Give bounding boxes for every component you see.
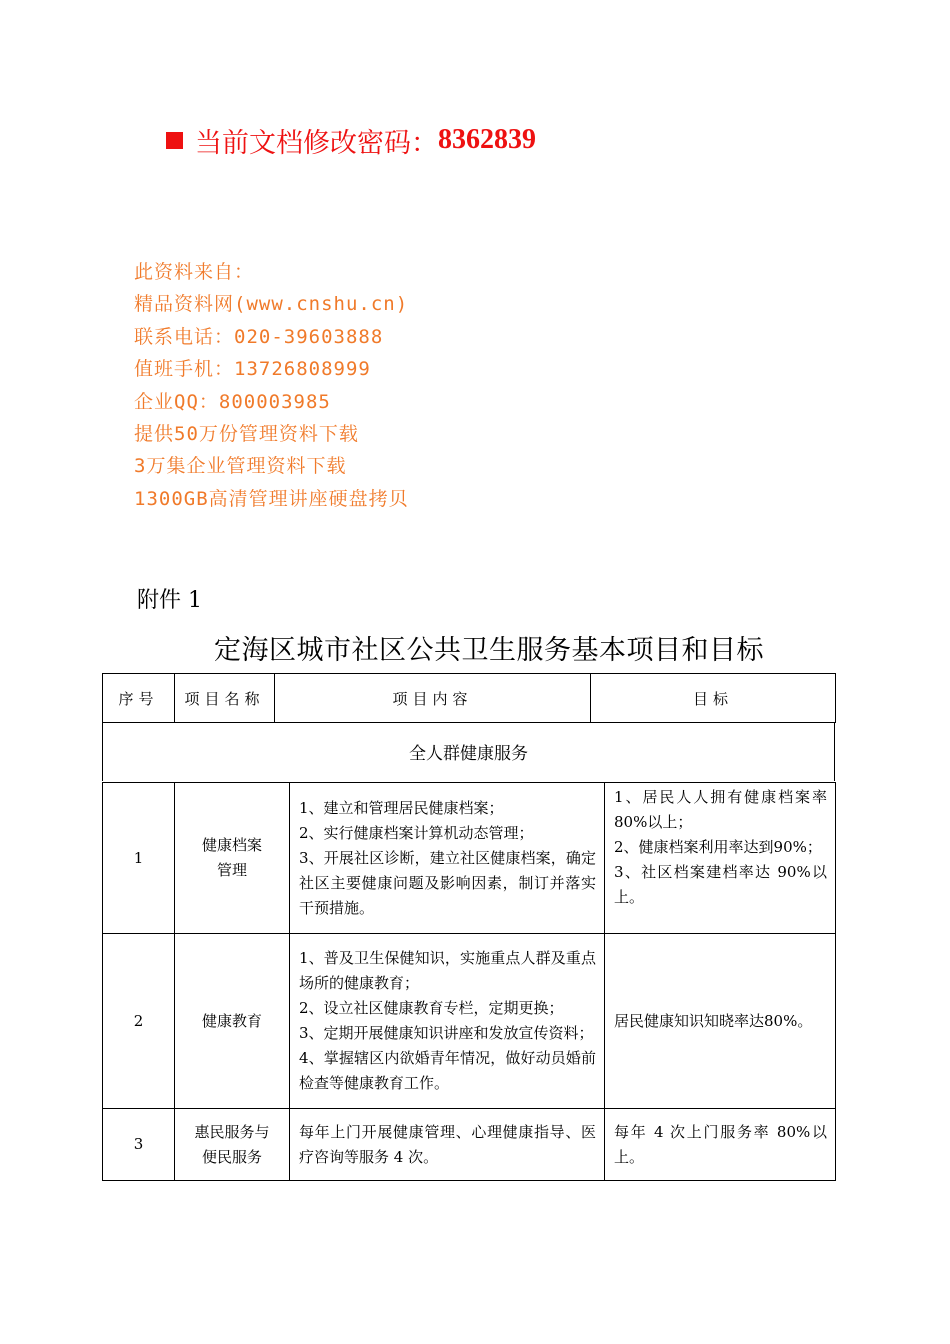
source-line: 值班手机：13726808999 — [134, 358, 371, 381]
row-name-line: 惠民服务与 — [194, 1122, 270, 1141]
table-row — [103, 934, 836, 1109]
service-table — [102, 782, 836, 1181]
table-row — [103, 1109, 836, 1181]
content-item: 1、建立和管理居民健康档案； — [299, 798, 504, 817]
row-name-line: 便民服务 — [201, 1147, 262, 1166]
content-item: 3、定期开展健康知识讲座和发放宣传资料； — [299, 1024, 594, 1042]
table-row — [103, 783, 836, 934]
target-item: 每年 4 次上门服务率 80%以上。 — [614, 1122, 827, 1166]
square-bullet-icon — [166, 132, 183, 149]
target-item: 2、健康档案利用率达到90%； — [614, 838, 822, 856]
header-cell-number: 序号 — [103, 674, 175, 723]
row-name-line: 健康教育 — [201, 1011, 262, 1030]
row-name-line: 健康档案 — [201, 836, 262, 854]
row-number: 2 — [103, 934, 175, 1109]
content-item: 2、设立社区健康教育专栏，定期更换； — [299, 999, 564, 1017]
target-item: 1、居民人人拥有健康档案率80%以上； — [614, 788, 827, 831]
row-number: 1 — [103, 783, 175, 934]
row-name-line: 管理 — [216, 861, 247, 879]
source-line: 企业QQ：800003985 — [134, 390, 331, 413]
row-name — [175, 1109, 290, 1181]
header-cell-target: 目标 — [591, 674, 836, 723]
source-line: 1300GB高清管理讲座硬盘拷贝 — [134, 487, 409, 510]
source-line: 3万集企业管理资料下载 — [134, 455, 347, 478]
row-content — [290, 783, 605, 934]
content-item: 4、掌握辖区内欲婚青年情况，做好动员婚前检查等健康教育工作。 — [299, 1049, 596, 1092]
row-number: 3 — [103, 1109, 175, 1181]
row-name — [175, 783, 290, 934]
password-code: 8362839 — [438, 124, 536, 155]
content-item: 3、开展社区诊断，建立社区健康档案，确定社区主要健康问题及影响因素，制订并落实干预措施。 — [299, 848, 596, 917]
document-title: 定海区城市社区公共卫生服务基本项目和目标 — [214, 635, 764, 666]
source-line: 精品资料网(www.cnshu.cn) — [134, 293, 409, 316]
row-target — [605, 934, 836, 1109]
content-item: 每年上门开展健康管理、心理健康指导、医疗咨询等服务 4 次。 — [299, 1122, 596, 1166]
row-target — [605, 1109, 836, 1181]
row-content — [290, 934, 605, 1109]
header-cell-name: 项目名称 — [175, 674, 275, 723]
source-line: 提供50万份管理资料下载 — [134, 422, 359, 445]
row-name — [175, 934, 290, 1109]
password-notice — [166, 118, 536, 162]
password-label: 当前文档修改密码： — [195, 127, 438, 159]
source-line: 此资料来自： — [134, 261, 255, 283]
row-target — [605, 783, 836, 934]
content-item: 2、实行健康档案计算机动态管理； — [299, 823, 534, 842]
table-header — [102, 673, 836, 723]
header-cell-content: 项目内容 — [275, 674, 591, 723]
target-item: 3、社区档案建档率达 90%以上。 — [614, 863, 827, 906]
content-item: 1、普及卫生保健知识，实施重点人群及重点场所的健康教育； — [299, 949, 596, 992]
source-line: 联系电话：020-39603888 — [134, 325, 384, 348]
target-item: 居民健康知识知晓率达80%。 — [614, 1011, 813, 1030]
source-info — [134, 256, 409, 515]
header-row — [103, 674, 836, 723]
section-heading: 全人群健康服务 — [102, 722, 835, 781]
attachment-label: 附件 1 — [137, 588, 202, 613]
row-content — [290, 1109, 605, 1181]
